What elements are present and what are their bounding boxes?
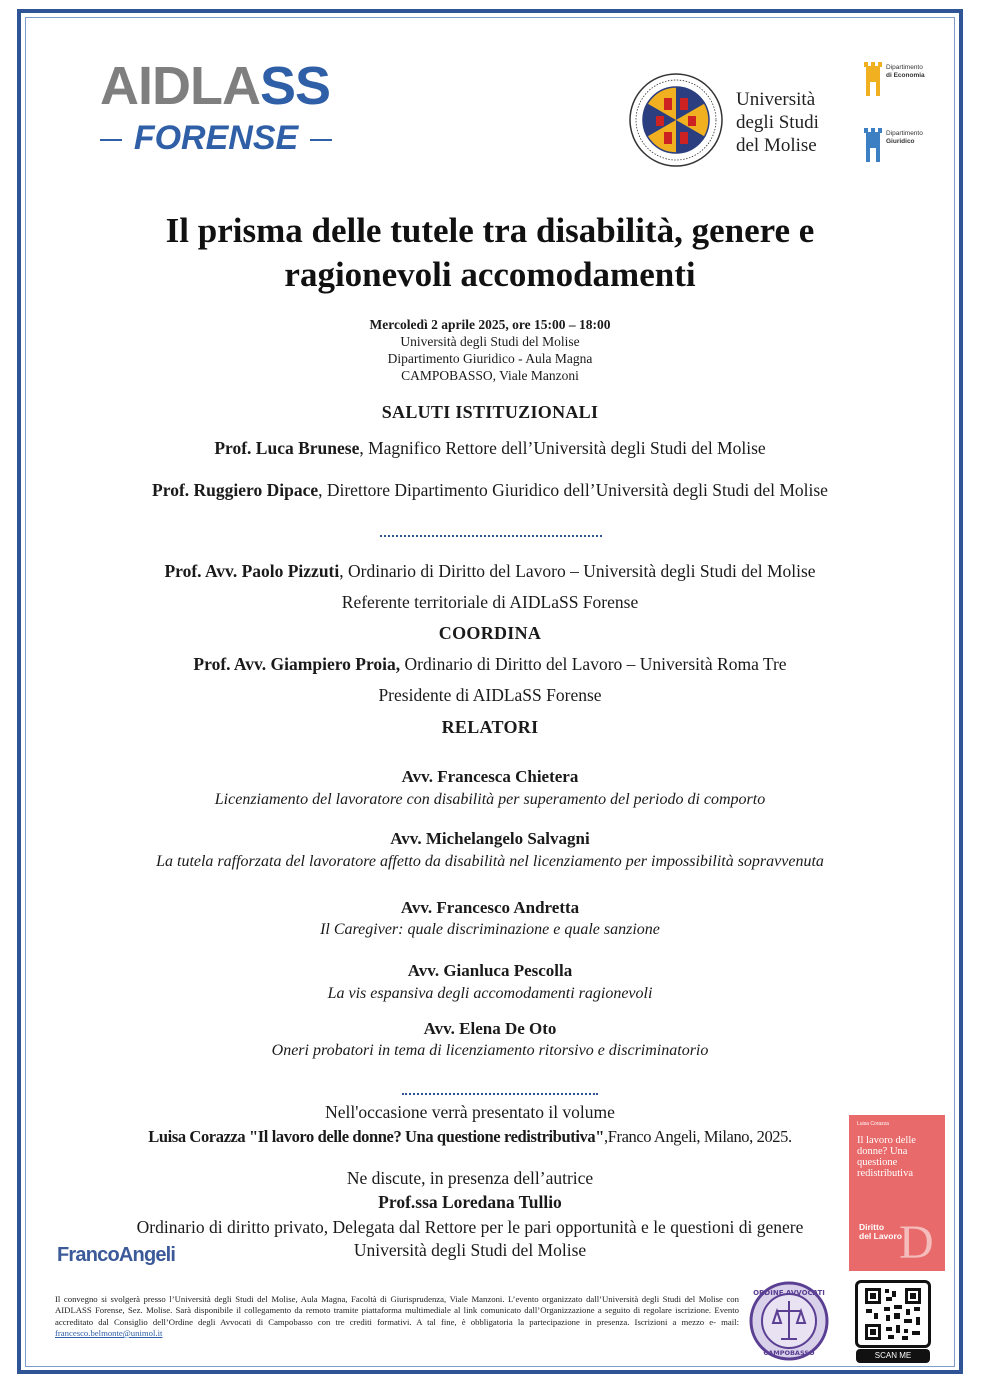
intro-role: Referente territoriale di AIDLaSS Forense (341, 592, 639, 612)
registration-email-link[interactable]: francesco.belmonte@unimol.it (55, 1327, 163, 1338)
event-info (40, 316, 940, 384)
scan-me-label: SCAN ME (856, 1349, 930, 1363)
dotted-divider (402, 1093, 598, 1095)
qr-code-icon (858, 1283, 928, 1345)
event-title: Il prisma delle tutele tra disabilità, genere e ragionevoli accomodamenti (165, 211, 815, 294)
relatore-topic: La vis espansiva degli accomodamenti ragionevoli (327, 985, 653, 1002)
footer-notes: Il convegno si svolgerà presso l’Università degli Studi del Molise, Aula Magna, Facoltà di Giurisprudenza, Viale Manzoni. L’evento organizzato dall’Università degli Studi del Molise con AIDLASS Forense, Sez. Molise. Sarà disponibile il collegamento da remoto tramite piattaforma multimediale al link comunicato dall’Organizzazione a seguito di regolare iscrizione. Evento accreditato dal Consiglio dell’Ordine degli Avvocati di Campobasso con tre crediti formativi. A tal fine, è obbligatoria la partecipazione in presenza. Iscrizioni a mezzo e- mail: francesco.belmonte@unimol.it (55, 1294, 739, 1338)
tower-blue-icon (864, 128, 882, 162)
discussant-name: Prof.ssa Loredana Tullio (378, 1192, 562, 1212)
university-name: Università degli Studi del Molise (736, 89, 819, 156)
book-cover-title: Il lavoro delle donne? Una questione redistributiva (857, 1135, 916, 1179)
relatore-name: Avv. Francesco Andretta (400, 898, 580, 917)
book-cover-series: Diritto del Lavoro (859, 1222, 902, 1241)
saluti-heading: SALUTI ISTITUZIONALI (381, 402, 599, 422)
volume-discuss: Ne discute, in presenza dell’autrice (346, 1168, 594, 1188)
tower-yellow-icon (864, 62, 882, 96)
university-seal-icon (628, 72, 724, 168)
aidlass-forense-logo (100, 55, 340, 165)
discussant-role: Ordinario di diritto privato, Delegata dal Rettore per le pari opportunità e le questioni di genere (136, 1217, 804, 1237)
event-date: Mercoledì 2 aprile 2025, ore 15:00 – 18:00 (369, 317, 611, 332)
coordina-role: Presidente di AIDLaSS Forense (378, 685, 602, 705)
intro-speaker: Prof. Avv. Paolo Pizzuti, Ordinario di Diritto del Lavoro – Università degli Studi del Molise (164, 561, 816, 581)
event-venue-3: CAMPOBASSO, Viale Manzoni (401, 368, 579, 383)
coordina-speaker: Prof. Avv. Giampiero Proia, Ordinario di Diritto del Lavoro – Università Roma Tre (193, 654, 787, 674)
coordina-heading: COORDINA (438, 623, 542, 643)
ordine-avvocati-seal-icon (747, 1281, 832, 1361)
logo-rule-right (310, 139, 332, 141)
relatore-topic: Licenziamento del lavoratore con disabilità per superamento del periodo di comporto (214, 791, 766, 808)
qr-code[interactable] (855, 1280, 931, 1348)
relatore-name: Avv. Elena De Oto (423, 1019, 557, 1038)
francoangeli-logo: FrancoAngeli (57, 1244, 176, 1266)
book-cover-monogram: D (899, 1216, 934, 1269)
relatore-name: Avv. Michelangelo Salvagni (390, 829, 590, 848)
saluti-speaker-2: Prof. Ruggiero Dipace, Direttore Dipartimento Giuridico dell’Università degli Studi del Molise (152, 480, 828, 500)
relatore-name: Avv. Gianluca Pescolla (407, 961, 573, 980)
aidlass-wordmark: AIDLASS (100, 56, 331, 116)
relatori-heading: RELATORI (441, 717, 539, 737)
relatore-topic: La tutela rafforzata del lavoratore affetto da disabilità nel licenziamento per impossibilità sopravvenuta (156, 853, 824, 870)
aidlass-sub: FORENSE (133, 119, 299, 157)
event-venue-1: Università degli Studi del Molise (400, 334, 580, 349)
dotted-divider (380, 535, 602, 537)
svg-text:CAMPOBASSO: CAMPOBASSO (763, 1349, 815, 1357)
saluti-speaker-1: Prof. Luca Brunese, Magnifico Rettore dell’Università degli Studi del Molise (214, 438, 766, 458)
discussant-univ: Università degli Studi del Molise (353, 1240, 587, 1260)
relatore-topic: Il Caregiver: quale discriminazione e quale sanzione (320, 921, 660, 938)
relatore-topic: Oneri probatori in tema di licenziamento ritorsivo e discriminatorio (271, 1042, 709, 1059)
volume-intro: Nell'occasione verrà presentato il volume (325, 1102, 615, 1122)
relatore-name: Avv. Francesca Chietera (401, 767, 579, 786)
volume-citation: Luisa Corazza "Il lavoro delle donne? Una questione redistributiva",Franco Angeli, Milano, 2025. (148, 1127, 792, 1146)
svg-text:ORDINE AVVOCATI: ORDINE AVVOCATI (753, 1289, 825, 1297)
book-cover: Luisa Corazza Il lavoro delle donne? Una questione redistributiva D Diritto del Lavoro (849, 1115, 945, 1271)
event-venue-2: Dipartimento Giuridico - Aula Magna (387, 351, 593, 366)
